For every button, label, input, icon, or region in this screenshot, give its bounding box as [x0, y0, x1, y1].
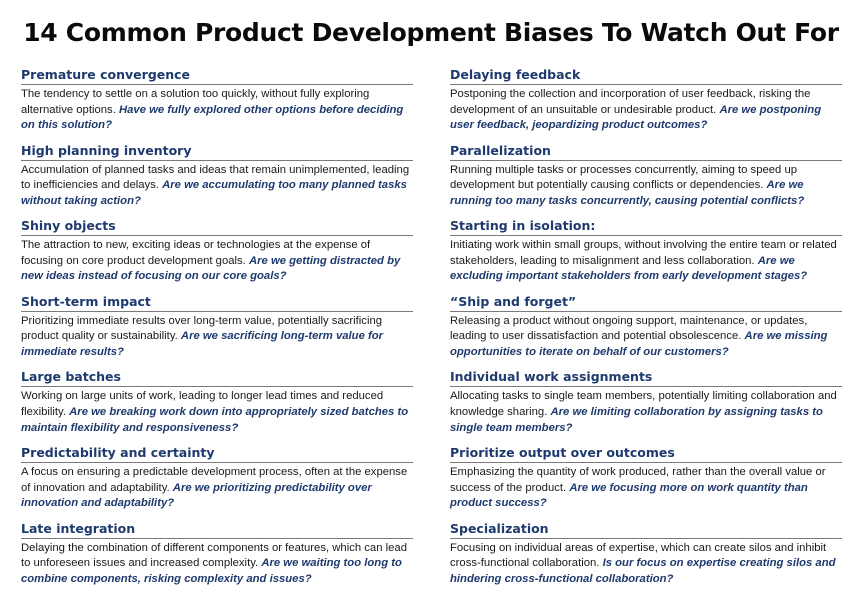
bias-item	[450, 218, 842, 294]
bias-question: Have we fully explored other options before deciding on this solution?	[21, 103, 404, 132]
bias-description: A focus on ensuring a predictable development process, often at the expense of innovation and adaptability.	[21, 465, 408, 494]
bias-description: Emphasizing the quantity of work produced, rather than the overall value or success of the product.	[450, 465, 826, 494]
bias-text	[450, 238, 842, 285]
bias-question: Are we excluding important stakeholders from early development stages?	[450, 254, 808, 283]
bias-heading: Large batches	[21, 369, 413, 387]
bias-question: Are we prioritizing predictability over innovation and adaptability?	[21, 481, 372, 510]
bias-description: Initiating work within small groups, without involving the entire team or related stakeholders, leading to misalignment and less collaboration.	[450, 239, 837, 267]
bias-item	[21, 521, 413, 597]
bias-heading: High planning inventory	[21, 143, 413, 161]
bias-text	[21, 87, 413, 134]
bias-text	[21, 465, 413, 512]
bias-text	[450, 163, 842, 210]
bias-heading: Shiny objects	[21, 218, 413, 236]
bias-description: Accumulation of planned tasks and ideas that remain unimplemented, leading to inefficiencies and delays.	[21, 163, 410, 192]
bias-text	[450, 389, 842, 436]
bias-question: Are we limiting collaboration by assigning tasks to single team members?	[450, 405, 823, 434]
bias-text	[450, 87, 842, 134]
bias-item	[450, 445, 842, 521]
bias-description: The tendency to settle on a solution too quickly, without fully exploring alternative options.	[21, 88, 370, 116]
bias-question: Are we waiting too long to combine components, risking complexity and issues?	[21, 557, 402, 585]
bias-heading: Individual work assignments	[450, 369, 842, 387]
bias-text	[450, 465, 842, 512]
bias-heading: Delaying feedback	[450, 67, 842, 85]
bias-text	[21, 238, 413, 285]
bias-item	[450, 143, 842, 219]
bias-text	[21, 389, 413, 436]
left-column	[21, 67, 413, 596]
bias-item	[21, 369, 413, 445]
bias-description: Working on large units of work, leading to longer lead times and reduced flexibility.	[21, 390, 384, 418]
bias-description: Allocating tasks to single team members, potentially limiting collaboration and knowledge sharing.	[450, 390, 837, 418]
bias-question: Is our focus on expertise creating silos and hindering cross-functional collaboration?	[450, 557, 836, 585]
bias-description: Prioritizing immediate results over long-term value, potentially sacrificing product quality or sustainability.	[21, 314, 383, 343]
bias-description: The attraction to new, exciting ideas or technologies at the expense of focusing on core product development goals.	[21, 239, 371, 267]
bias-text	[450, 314, 842, 361]
bias-text	[21, 314, 413, 361]
bias-item	[21, 143, 413, 219]
bias-heading: “Ship and forget”	[450, 294, 842, 312]
bias-question: Are we getting distracted by new ideas instead of focusing on our core goals?	[21, 254, 401, 283]
right-column	[450, 67, 842, 596]
page-title: 14 Common Product Development Biases To Watch Out For	[23, 18, 839, 47]
bias-text	[21, 163, 413, 210]
bias-item	[21, 294, 413, 370]
bias-item	[450, 521, 842, 597]
bias-description: Releasing a product without ongoing support, maintenance, or updates, leading to user dissatisfaction and potential obsolescence.	[450, 314, 808, 343]
bias-text	[450, 541, 842, 588]
bias-heading: Predictability and certainty	[21, 445, 413, 463]
bias-item	[21, 218, 413, 294]
bias-description: Postponing the collection and incorporation of user feedback, risking the development of an unsuitable or undesirable product.	[450, 88, 811, 116]
bias-item	[450, 369, 842, 445]
bias-heading: Short-term impact	[21, 294, 413, 312]
bias-item	[21, 67, 413, 143]
bias-question: Are we postponing user feedback, jeopardizing product outcomes?	[450, 103, 822, 132]
bias-heading: Premature convergence	[21, 67, 413, 85]
bias-item	[450, 294, 842, 370]
bias-question: Are we focusing more on work quantity than product success?	[450, 481, 808, 510]
bias-question: Are we sacrificing long-term value for immediate results?	[21, 330, 384, 358]
bias-item	[450, 67, 842, 143]
bias-heading: Starting in isolation:	[450, 218, 842, 236]
bias-heading: Prioritize output over outcomes	[450, 445, 842, 463]
bias-heading: Specialization	[450, 521, 842, 539]
bias-heading: Parallelization	[450, 143, 842, 161]
bias-question: Are we missing opportunities to iterate on behalf of our customers?	[450, 330, 828, 358]
bias-question: Are we running too many tasks concurrently, causing potential conflicts?	[450, 179, 805, 207]
bias-description: Delaying the combination of different components or features, which can lead to unforeseen issues and increased complexity.	[21, 541, 407, 570]
bias-item	[21, 445, 413, 521]
bias-heading: Late integration	[21, 521, 413, 539]
bias-question: Are we breaking work down into appropriately sized batches to maintain flexibility and responsiveness?	[21, 405, 409, 434]
bias-text	[21, 541, 413, 588]
bias-question: Are we accumulating too many planned tasks without taking action?	[21, 179, 407, 207]
bias-description: Running multiple tasks or processes concurrently, aiming to speed up development but potentially causing conflicts or dependencies.	[450, 163, 798, 192]
bias-description: Focusing on individual areas of expertise, which can create silos and inhibit cross-functional collaboration.	[450, 541, 827, 570]
